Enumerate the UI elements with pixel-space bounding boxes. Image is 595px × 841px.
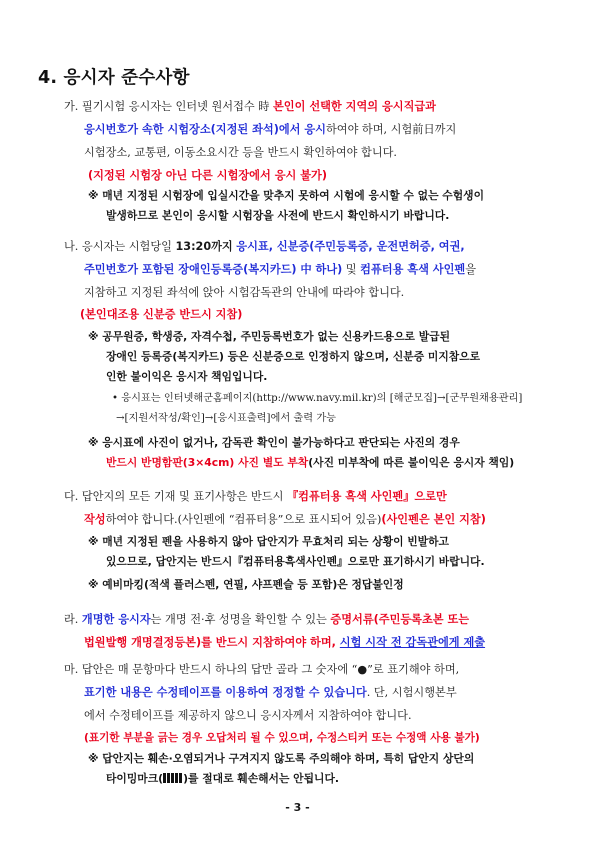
item-da-line-1: 다. 답안지의 모든 기재 및 표기사항은 반드시 『컴퓨터용 흑색 사인펜』으로만 xyxy=(64,490,447,503)
item-ra-line-2: 법원발행 개명결정등본)를 반드시 지참하여야 하며, 시험 시작 전 감독관에게 제출 xyxy=(84,636,486,649)
item-ma-marker: 마. xyxy=(64,663,82,676)
page-number: - 3 - xyxy=(285,801,310,814)
item-ga-line-2: 응시번호가 속한 시험장소(지정된 좌석)에서 응시하여야 하며, 시험前日까지 xyxy=(84,123,457,136)
item-na-marker: 나. xyxy=(64,240,82,253)
item-ma-note-1: ※ 답안지는 훼손·오염되거나 구겨지지 않도록 주의해야 하며, 특히 답안지 상단의 xyxy=(88,752,475,765)
item-ga-marker: 가. xyxy=(64,100,82,113)
item-da-marker: 다. xyxy=(64,490,82,503)
item-na-note-5: 반드시 반명함판(3×4cm) 사진 별도 부착(사진 미부착에 따른 불이익은 응시자 책임) xyxy=(106,456,515,469)
item-na-note-1: ※ 공무원증, 학생증, 자격수첩, 주민등록번호가 없는 신용카드용으로 발급된 xyxy=(88,330,451,343)
item-na-sub-1: • 응시표는 인터넷해군홈페이지(http://www.navy.mil.kr)의 [해군모집]→[군무원채용관리] xyxy=(112,393,523,404)
item-da-note-3: ※ 예비마킹(적색 플러스펜, 연필, 샤프펜슬 등 포함)은 정답불인정 xyxy=(88,578,404,591)
item-na-line-3: 지참하고 지정된 좌석에 앉아 시험감독관의 안내에 따라야 합니다. xyxy=(84,286,405,299)
item-ma-line-2: 표기한 내용은 수정테이프를 이용하여 정정할 수 있습니다. 단, 시험시행본부 xyxy=(84,686,457,699)
timing-mark-icon xyxy=(163,772,183,786)
item-da-line-2: 작성하여야 합니다.(사인펜에 “컴퓨터용”으로 표시되어 있음)(사인펜은 본인 지참) xyxy=(84,513,486,526)
item-da-note-1: ※ 매년 지정된 펜을 사용하지 않아 답안지가 무효처리 되는 상황이 빈발하고 xyxy=(88,535,449,548)
item-ra-line-1: 라. 개명한 응시자는 개명 전·후 성명을 확인할 수 있는 증명서류(주민등록초본 또는 xyxy=(64,613,470,626)
item-ga-warning: (지정된 시험장 아닌 다른 시험장에서 응시 불가) xyxy=(88,169,327,182)
item-da-note-2: 있으므로, 답안지는 반드시『컴퓨터용흑색사인펜』으로만 표기하시기 바랍니다. xyxy=(106,555,485,568)
item-ma-line-3: 에서 수정테이프를 제공하지 않으니 응시자께서 지참하여야 합니다. xyxy=(84,709,412,722)
item-ga-line-3: 시험장소, 교통편, 이동소요시간 등을 반드시 확인하여야 합니다. xyxy=(84,146,397,159)
item-ma-warning: (표기한 부분을 긁는 경우 오답처리 될 수 있으며, 수정스티커 또는 수정액 사용 불가) xyxy=(84,732,480,744)
item-na-line-1: 나. 응시자는 시험당일 13:20까지 응시표, 신분증(주민등록증, 운전면허증, 여권, xyxy=(64,240,465,253)
item-ga-note-1: ※ 매년 지정된 시험장에 입실시간을 맞추지 못하여 시험에 응시할 수 없는 수험생이 xyxy=(88,189,485,202)
item-ra-marker: 라. xyxy=(64,613,82,626)
item-na-note-4: ※ 응시표에 사진이 없거나, 감독관 확인이 불가능하다고 판단되는 사진의 경우 xyxy=(88,436,460,449)
item-na-note-3: 인한 불이익은 응시자 책임입니다. xyxy=(106,370,268,383)
item-ga-note-2: 발생하므로 본인이 응시할 시험장을 사전에 반드시 확인하시기 바랍니다. xyxy=(106,209,450,222)
item-na-note-2: 장애인 등록증(복지카드) 등은 신분증으로 인정하지 않으며, 신분증 미지참으로 xyxy=(106,350,481,363)
item-na-sub-2: →[지원서작성/확인]→[응시표출력]에서 출력 가능 xyxy=(116,413,337,424)
item-ma-note-2: 타이밍마크( )를 절대로 훼손해서는 안됩니다. xyxy=(106,772,339,785)
item-na-warning: (본인대조용 신분증 반드시 지참) xyxy=(80,308,243,321)
item-ga-line-1: 가. 필기시험 응시자는 인터넷 원서접수 時 본인이 선택한 지역의 응시직급과 xyxy=(64,100,436,113)
section-title: 4. 응시자 준수사항 xyxy=(38,68,190,88)
item-ma-line-1: 마. 답안은 매 문항마다 반드시 하나의 답만 골라 그 숫자에 “●”로 표기해야 하며, xyxy=(64,663,460,676)
item-na-line-2: 주민번호가 포함된 장애인등록증(복지카드) 中 하나) 및 컴퓨터용 흑색 사인펜을 xyxy=(84,263,477,276)
